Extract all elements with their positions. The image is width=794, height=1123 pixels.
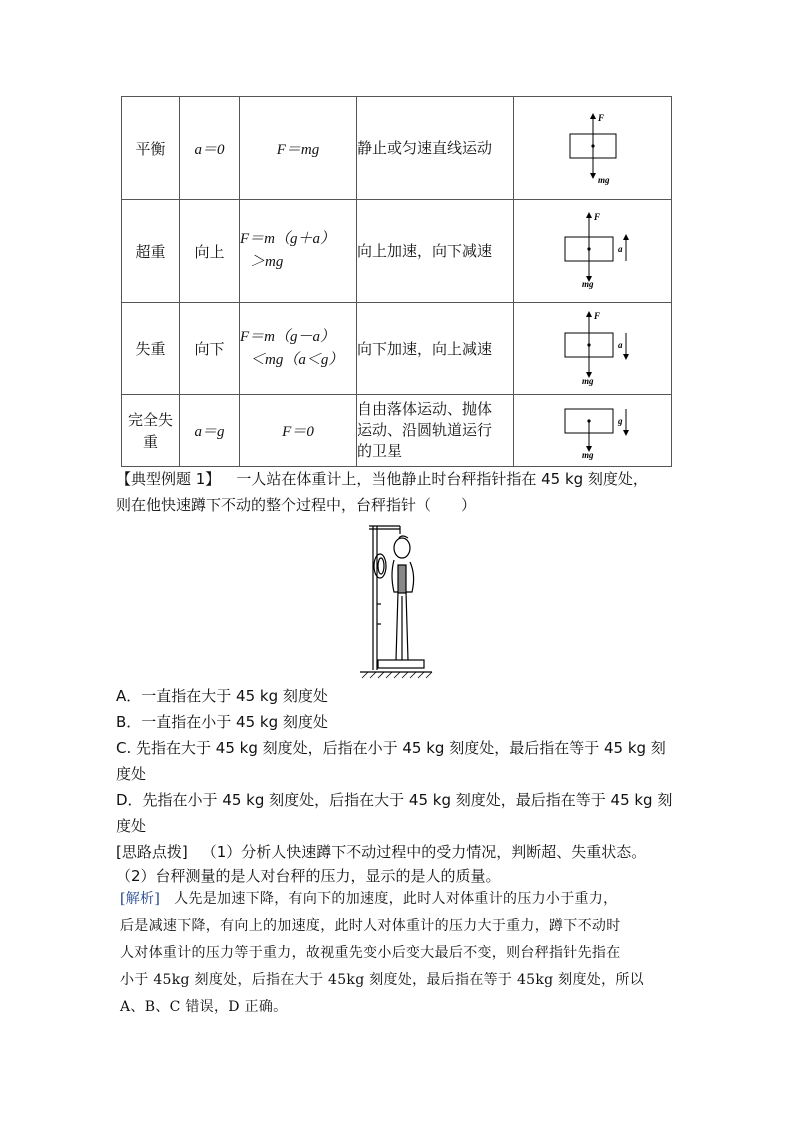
force-formula-line: ＜mg（a＜g） <box>250 351 344 368</box>
force-label: F <box>593 212 600 222</box>
weight-label: mg <box>581 449 594 460</box>
force-formula <box>240 200 357 303</box>
state-name: 超重 <box>122 200 180 303</box>
table-row-underweight <box>122 303 672 395</box>
state-table <box>121 96 672 467</box>
scale-figure <box>356 520 436 680</box>
option-b: B．一直指在小于 45 kg 刻度处 <box>116 713 328 731</box>
state-name <box>122 395 180 467</box>
motion-description <box>357 395 514 467</box>
motion-line: 自由落体运动、抛体 <box>357 400 493 418</box>
force-diagram-weightless <box>514 395 672 467</box>
weight-label: mg <box>581 375 594 386</box>
table-row-overweight <box>122 200 672 303</box>
accel-direction: a＝g <box>180 395 240 467</box>
state-name-line: 重 <box>142 432 158 451</box>
accel-label: a <box>617 244 622 254</box>
force-formula-line: F＝m（g＋a） <box>240 231 335 247</box>
weight-label: mg <box>581 279 594 289</box>
option-c-cont: 度处 <box>116 765 147 783</box>
accel-direction: 向上 <box>180 200 240 303</box>
force-diagram-overweight <box>514 200 672 303</box>
table-row-weightless <box>122 395 672 467</box>
accel-direction: 向下 <box>180 303 240 395</box>
force-formula-line: F＝m（g－a） <box>240 328 335 345</box>
state-name-line: 完全失 <box>127 410 173 429</box>
hint-line: （2）台秤测量的是人对台秤的压力，显示的是人的质量。 <box>116 867 501 885</box>
force-formula: F＝0 <box>240 395 357 467</box>
option-a: A．一直指在大于 45 kg 刻度处 <box>116 687 328 705</box>
hint-line <box>116 839 646 865</box>
analysis-line: 人对体重计的压力等于重力，故视重先变小后变大最后不变，则台秤指针先指在 <box>120 945 621 961</box>
force-formula-line: ＞mg <box>250 254 284 270</box>
motion-line: 的卫星 <box>357 442 403 460</box>
example-question-text: 一人站在体重计上，当他静止时台秤指针指在 45 kg 刻度处， <box>236 470 648 488</box>
motion-description: 向下加速，向上减速 <box>357 303 514 395</box>
weight-label: mg <box>597 175 610 185</box>
accel-direction: a＝0 <box>180 97 240 200</box>
state-name: 失重 <box>122 303 180 395</box>
force-diagram-underweight <box>514 303 672 395</box>
hint-text: （1）分析人快速蹲下不动过程中的受力情况，判断超、失重状态。 <box>201 843 647 861</box>
motion-description: 向上加速，向下减速 <box>357 200 514 303</box>
example-question-line: 则在他快速蹲下不动的整个过程中，台秤指针（ ） <box>116 496 477 514</box>
analysis-tag: [解析] <box>120 891 161 907</box>
analysis-text: 人先是加速下降，有向下的加速度，此时人对体重计的压力小于重力， <box>174 891 618 907</box>
motion-line: 运动、沿圆轨道运行 <box>357 421 493 439</box>
option-d-cont: 度处 <box>116 817 147 835</box>
force-diagram-balance <box>514 97 672 200</box>
analysis-line <box>120 886 617 913</box>
table-row-balance <box>122 97 672 200</box>
force-formula <box>240 303 357 395</box>
motion-description: 静止或匀速直线运动 <box>357 97 514 200</box>
option-d: D．先指在小于 45 kg 刻度处，后指在大于 45 kg 刻度处，最后指在等于 45 kg 刻 <box>116 791 673 809</box>
analysis-line: 后是减速下降，有向上的加速度，此时人对体重计的压力大于重力，蹲下不动时 <box>120 918 621 934</box>
example-question-line <box>116 466 648 492</box>
analysis-line: 小于 45kg 刻度处，后指在大于 45kg 刻度处，最后指在等于 45kg 刻度处，所以 <box>120 972 644 988</box>
force-formula: F＝mg <box>240 97 357 200</box>
accel-label: g <box>617 415 622 426</box>
force-label: F <box>597 113 604 123</box>
state-name: 平衡 <box>122 97 180 200</box>
force-label: F <box>593 310 600 321</box>
hint-tag: [思路点拨] <box>116 843 188 861</box>
example-tag: 【典型例题 1】 <box>116 470 221 488</box>
analysis-line: A、B、C 错误，D 正确。 <box>120 999 288 1015</box>
option-c: C. 先指在大于 45 kg 刻度处，后指在小于 45 kg 刻度处，最后指在等于 45 kg 刻 <box>116 739 666 757</box>
accel-label: a <box>617 339 622 350</box>
